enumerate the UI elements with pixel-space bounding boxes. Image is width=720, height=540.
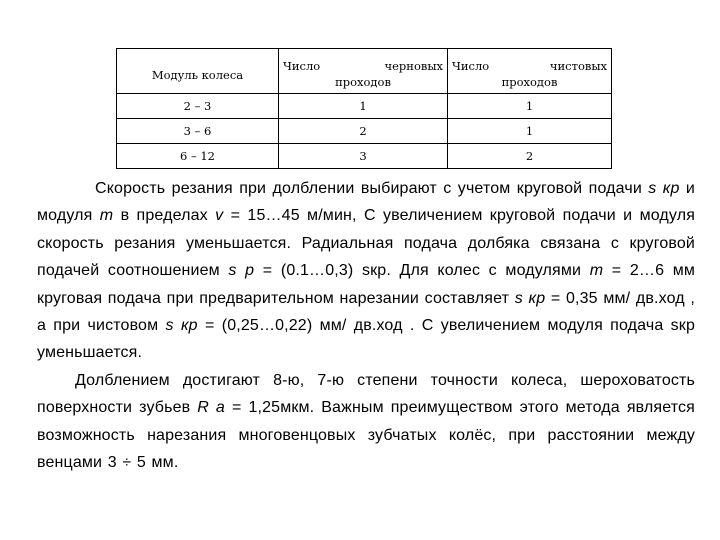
table-header-row [117,49,612,94]
passes-table [116,48,612,169]
cell-module: 3 – 6 [117,119,279,144]
paragraph-cutting-speed: Скорость резания при долблении выбирают с учетом круговой подачи s кр и модуля m в пределах v = 15…45 м/мин, С увеличением круговой подачи и модуля скорость резания уменьшается. Радиальная подача долбяка связана с круговой подачей соотношением s р = (0.1…0,3) sкр. Для колес с модулями m = 2…6 мм круговая подача при предварительном нарезании составляет s кр = 0,35 мм/ дв.ход , а при чистовом s кр = (0,25…0,22) мм/ дв.ход . С увеличением модуля подача sкр уменьшается. [37,180,696,362]
var-ra: R а [197,399,225,417]
body-text [37,175,695,476]
cell-rough: 1 [279,94,448,119]
var-v: v [215,207,224,225]
cell-finish: 1 [448,119,612,144]
header-finish-passes: Число чистовых проходов [448,49,612,94]
table-row [117,94,612,119]
cell-module: 6 – 12 [117,144,279,169]
header-rough-passes: Число черновых проходов [279,49,448,94]
cell-rough: 3 [279,144,448,169]
cell-rough: 2 [279,119,448,144]
cell-module: 2 – 3 [117,94,279,119]
var-m: m [589,262,604,280]
var-s-kr: s кр [514,289,546,307]
header-module: Модуль колеса [117,49,279,94]
var-m: m [99,207,114,225]
paragraph-accuracy: Долблением достигают 8-ю, 7-ю степени точности колеса, шероховатость поверхности зубьев R а = 1,25мкм. Важным преимуществом этого метода является возможность нарезания многовенцовых зубчатых колёс, при расстоянии между венцами 3 ÷ 5 мм. [37,371,695,472]
cell-finish: 2 [448,144,612,169]
table-row [117,144,612,169]
var-s-kr: s кр [165,317,198,335]
var-s-r: s р [228,262,255,280]
table-row [117,119,612,144]
cell-finish: 1 [448,94,612,119]
var-s-kr: s кр [648,180,680,197]
